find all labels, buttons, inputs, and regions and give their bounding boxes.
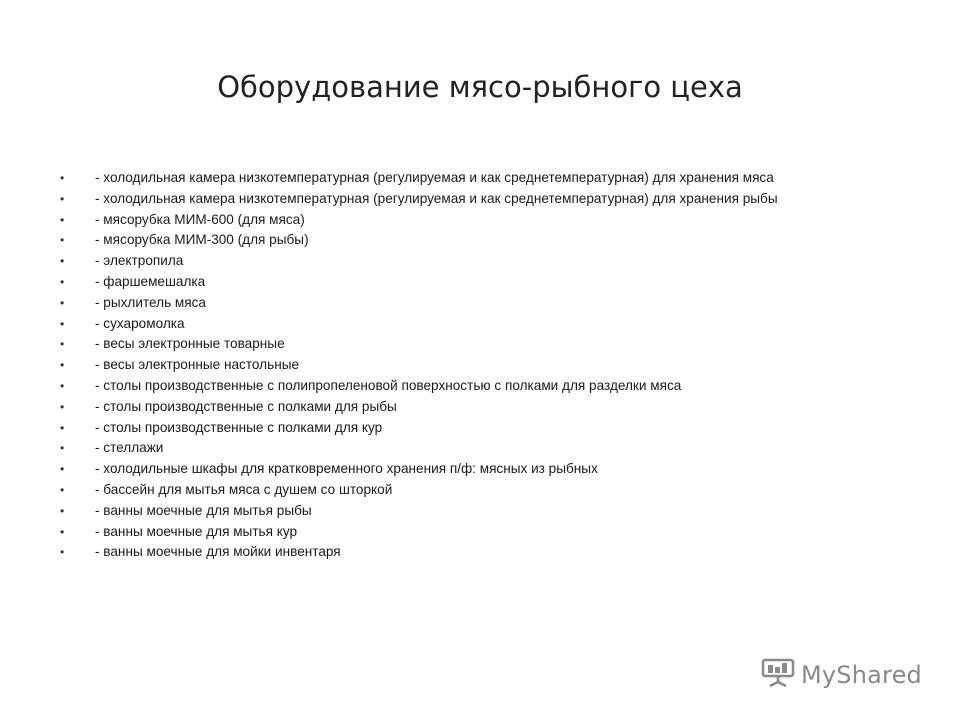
list-item-text: - мясорубка МИМ-600 (для мяса) [95,211,305,227]
list-item [60,334,778,355]
list-item-text: - холодильные шкафы для кратковременного хранения п/ф: мясных из рыбных [95,461,598,477]
list-item-text: - ванны моечные для мытья кур [95,523,298,539]
bullet-marker: • [60,233,65,248]
list-item [60,314,778,335]
equipment-list [60,168,778,563]
bullet-marker: • [60,254,65,269]
bullet-marker: • [60,171,65,185]
list-item-text: - стеллажи [95,440,164,456]
bullet-marker: • [60,378,65,393]
list-item-text: - ванны моечные для мытья рыбы [95,502,312,518]
list-item-text: - сухаромолка [95,315,185,331]
list-item [60,210,778,231]
bullet-marker: • [60,337,65,352]
list-item-text: - столы производственные с полипропеленовой поверхностью с полками для разделки мяса [95,377,682,393]
presentation-board-icon [761,658,795,693]
list-item-text: - столы производственные с полками для кур [95,419,383,435]
list-item [60,293,778,314]
list-item-text: - рыхлитель мяса [95,294,206,310]
bullet-marker: • [60,316,65,331]
list-item-text: - весы электронные товарные [95,336,285,352]
list-item [60,480,778,501]
bullet-marker: • [60,482,65,497]
list-item-text: - ванны моечные для мойки инвентаря [95,544,341,560]
bullet-marker: • [60,295,65,310]
bullet-marker: • [60,441,65,456]
slide-title: Оборудование мясо-рыбного цеха [217,70,743,104]
list-item [60,272,778,293]
list-item [60,459,778,480]
list-item [60,189,778,210]
list-item-text: - холодильная камера низкотемпературная (регулируемая и как среднетемпературная) для хранения рыбы [95,190,778,206]
list-item-text: - электропила [95,253,184,269]
bullet-marker: • [60,545,65,560]
list-item-text: - бассейн для мытья мяса с душем со шторкой [95,481,393,497]
bullet-marker: • [60,212,65,227]
bullet-marker: • [60,420,65,435]
watermark-text: MyShared [800,661,922,689]
list-item [60,522,778,543]
bullet-marker: • [60,524,65,539]
list-item [60,251,778,272]
list-item [60,501,778,522]
list-item-text: - фаршемешалка [95,273,206,289]
list-item [60,542,778,563]
bullet-marker: • [60,191,65,206]
list-item-text: - весы электронные настольные [95,357,300,373]
list-item [60,230,778,251]
list-item [60,168,778,189]
list-item [60,397,778,418]
list-item [60,418,778,439]
list-item-text: - мясорубка МИМ-300 (для рыбы) [95,232,309,248]
bullet-marker: • [60,274,65,289]
watermark-logo [761,658,922,692]
list-item-text: - столы производственные с полками для рыбы [95,398,397,414]
bullet-marker: • [60,462,65,477]
bullet-marker: • [60,358,65,373]
list-item-text: - холодильная камера низкотемпературная (регулируемая и как среднетемпературная) для хранения мяса [95,170,774,185]
list-item [60,355,778,376]
bullet-marker: • [60,503,65,518]
list-item [60,376,778,397]
list-item [60,438,778,459]
bullet-marker: • [60,399,65,414]
